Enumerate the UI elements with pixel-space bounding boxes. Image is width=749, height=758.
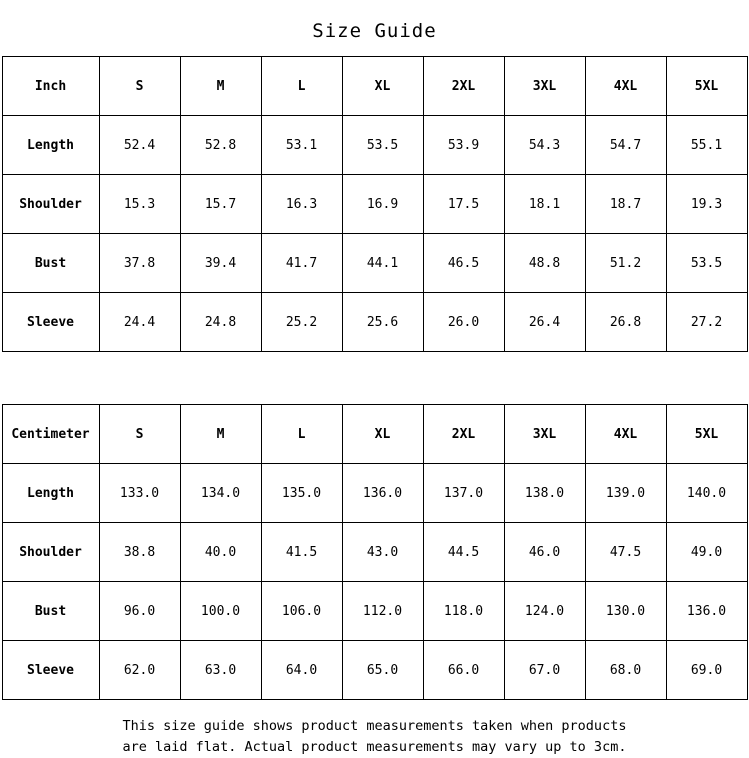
size-header: 5XL: [666, 405, 747, 464]
measure-value: 38.8: [99, 523, 180, 582]
measure-value: 69.0: [666, 641, 747, 700]
size-header: 3XL: [504, 57, 585, 116]
size-header: 3XL: [504, 405, 585, 464]
measure-value: 25.2: [261, 293, 342, 352]
measure-value: 63.0: [180, 641, 261, 700]
size-header: 4XL: [585, 57, 666, 116]
measure-value: 112.0: [342, 582, 423, 641]
measure-label: Shoulder: [2, 175, 99, 234]
unit-label-centimeter: Centimeter: [2, 405, 99, 464]
measure-value: 16.3: [261, 175, 342, 234]
measure-label: Length: [2, 116, 99, 175]
measure-value: 53.1: [261, 116, 342, 175]
size-header: S: [99, 405, 180, 464]
measure-value: 62.0: [99, 641, 180, 700]
measure-value: 18.7: [585, 175, 666, 234]
size-header: XL: [342, 405, 423, 464]
measure-value: 138.0: [504, 464, 585, 523]
measure-value: 54.7: [585, 116, 666, 175]
measure-value: 47.5: [585, 523, 666, 582]
measure-value: 68.0: [585, 641, 666, 700]
measure-value: 40.0: [180, 523, 261, 582]
measure-value: 136.0: [342, 464, 423, 523]
table-row: [2, 641, 747, 700]
measure-value: 26.4: [504, 293, 585, 352]
measure-value: 124.0: [504, 582, 585, 641]
size-header: M: [180, 57, 261, 116]
measure-value: 49.0: [666, 523, 747, 582]
measure-value: 41.5: [261, 523, 342, 582]
size-header: 5XL: [666, 57, 747, 116]
measure-value: 54.3: [504, 116, 585, 175]
measure-value: 46.5: [423, 234, 504, 293]
size-header: 2XL: [423, 405, 504, 464]
measure-value: 27.2: [666, 293, 747, 352]
measure-value: 18.1: [504, 175, 585, 234]
footnote-line-2: are laid flat. Actual product measurements may vary up to 3cm.: [122, 739, 627, 755]
measure-value: 55.1: [666, 116, 747, 175]
table-row: [2, 234, 747, 293]
measure-value: 39.4: [180, 234, 261, 293]
measure-label: Sleeve: [2, 641, 99, 700]
table-row: [2, 293, 747, 352]
measure-value: 51.2: [585, 234, 666, 293]
measure-label: Length: [2, 464, 99, 523]
page-title: Size Guide: [312, 20, 437, 42]
measure-value: 100.0: [180, 582, 261, 641]
measure-value: 26.8: [585, 293, 666, 352]
table-header-row: [2, 57, 747, 116]
table-row: [2, 116, 747, 175]
measure-value: 135.0: [261, 464, 342, 523]
measure-label: Bust: [2, 234, 99, 293]
measure-value: 44.1: [342, 234, 423, 293]
measure-value: 106.0: [261, 582, 342, 641]
table-row: [2, 175, 747, 234]
size-header: XL: [342, 57, 423, 116]
measure-value: 19.3: [666, 175, 747, 234]
measure-value: 133.0: [99, 464, 180, 523]
size-header: S: [99, 57, 180, 116]
table-row: [2, 464, 747, 523]
measure-value: 25.6: [342, 293, 423, 352]
measure-value: 44.5: [423, 523, 504, 582]
measure-value: 139.0: [585, 464, 666, 523]
measure-value: 53.5: [666, 234, 747, 293]
measure-value: 118.0: [423, 582, 504, 641]
measure-label: Sleeve: [2, 293, 99, 352]
measure-value: 140.0: [666, 464, 747, 523]
table-row: [2, 582, 747, 641]
measure-value: 67.0: [504, 641, 585, 700]
table-row: [2, 523, 747, 582]
footnote: [0, 700, 749, 758]
measure-value: 136.0: [666, 582, 747, 641]
measure-value: 53.9: [423, 116, 504, 175]
unit-label-inch: Inch: [2, 57, 99, 116]
measure-value: 52.4: [99, 116, 180, 175]
measure-value: 17.5: [423, 175, 504, 234]
table-separator: [0, 352, 749, 404]
measure-value: 137.0: [423, 464, 504, 523]
measure-value: 41.7: [261, 234, 342, 293]
measure-value: 48.8: [504, 234, 585, 293]
measure-value: 15.7: [180, 175, 261, 234]
size-header: L: [261, 57, 342, 116]
measure-value: 26.0: [423, 293, 504, 352]
size-header: L: [261, 405, 342, 464]
size-header: 2XL: [423, 57, 504, 116]
measure-value: 24.4: [99, 293, 180, 352]
measure-value: 24.8: [180, 293, 261, 352]
size-header: 4XL: [585, 405, 666, 464]
table-header-row: [2, 405, 747, 464]
measure-value: 46.0: [504, 523, 585, 582]
measure-value: 43.0: [342, 523, 423, 582]
measure-value: 53.5: [342, 116, 423, 175]
size-table-inch: [2, 56, 748, 352]
measure-value: 66.0: [423, 641, 504, 700]
footnote-line-1: This size guide shows product measurements taken when products: [122, 718, 627, 734]
measure-value: 96.0: [99, 582, 180, 641]
measure-value: 37.8: [99, 234, 180, 293]
size-header: M: [180, 405, 261, 464]
measure-label: Bust: [2, 582, 99, 641]
measure-value: 16.9: [342, 175, 423, 234]
measure-value: 64.0: [261, 641, 342, 700]
measure-value: 65.0: [342, 641, 423, 700]
measure-value: 130.0: [585, 582, 666, 641]
measure-value: 15.3: [99, 175, 180, 234]
size-table-centimeter: [2, 404, 748, 700]
measure-value: 52.8: [180, 116, 261, 175]
measure-label: Shoulder: [2, 523, 99, 582]
measure-value: 134.0: [180, 464, 261, 523]
